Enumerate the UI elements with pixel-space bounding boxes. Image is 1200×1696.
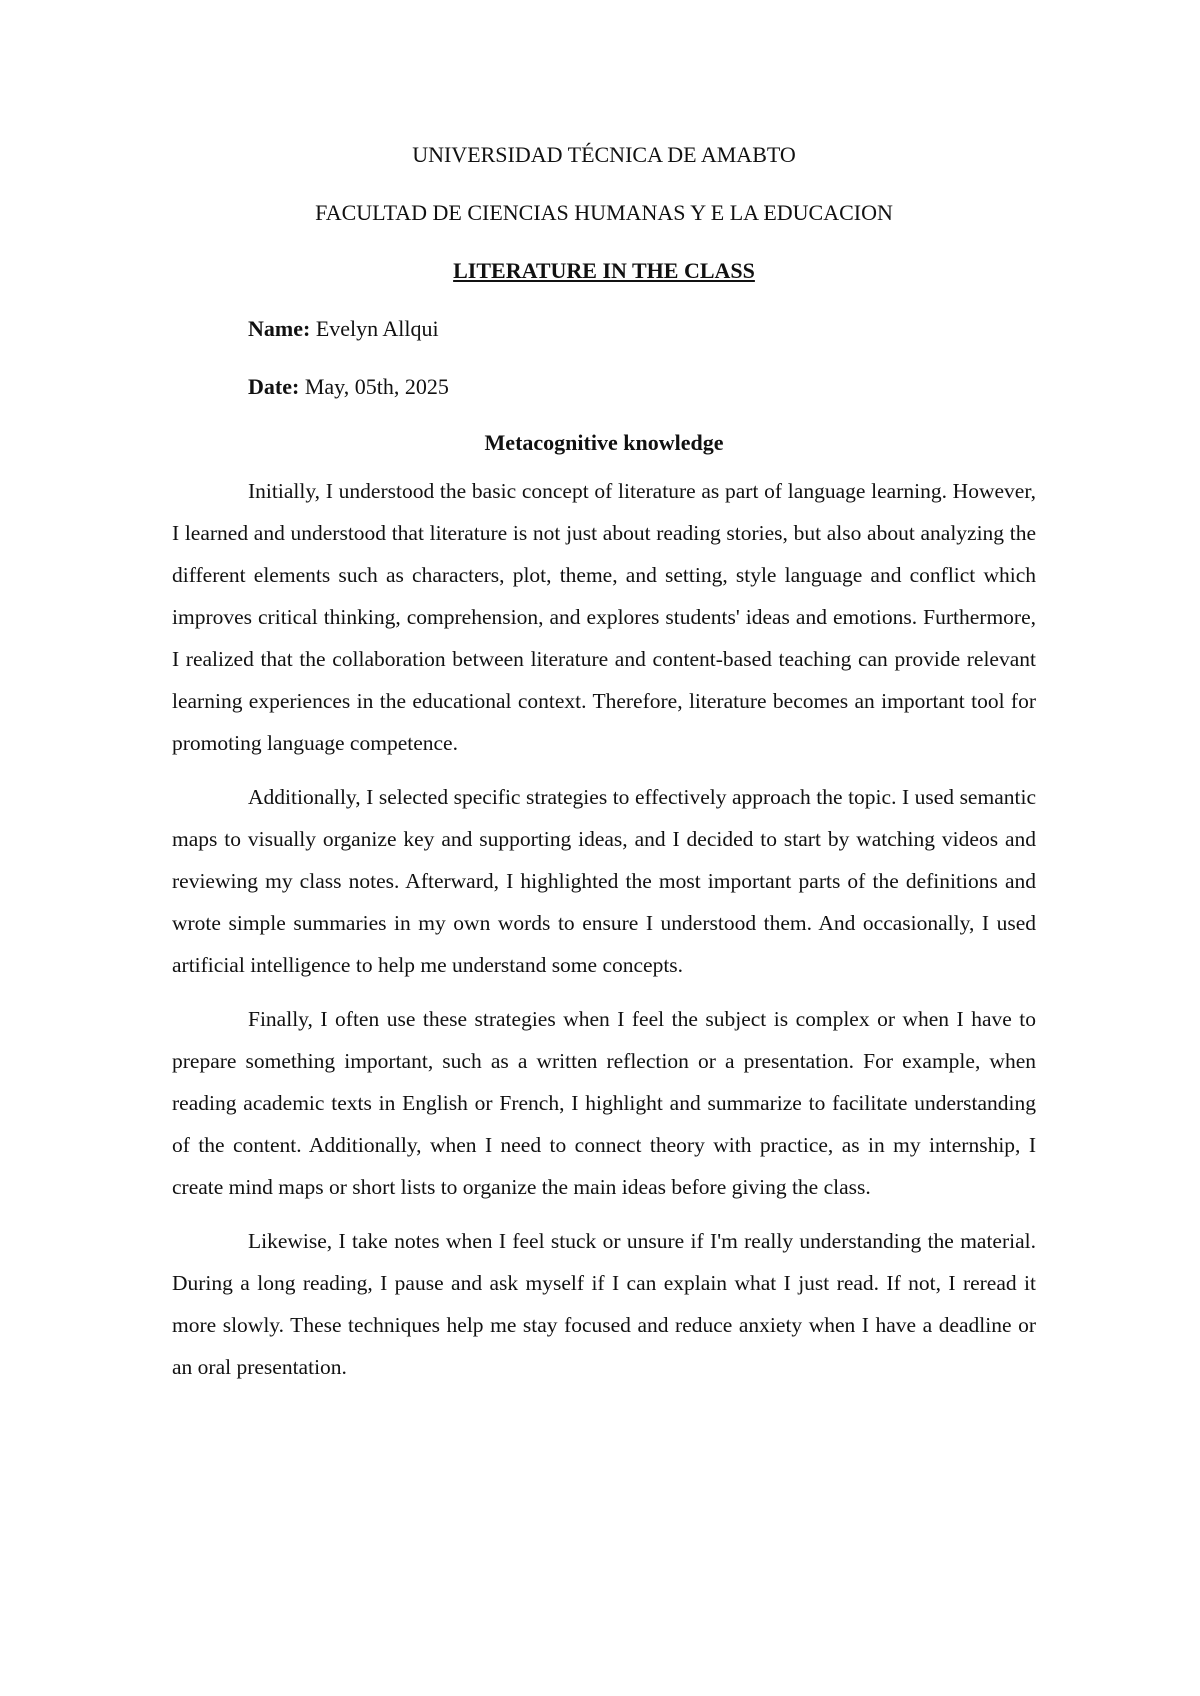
date-value: May, 05th, 2025	[299, 374, 449, 399]
university-heading: UNIVERSIDAD TÉCNICA DE AMABTO	[412, 142, 796, 167]
name-label: Name:	[248, 316, 311, 341]
date-line	[172, 372, 1036, 402]
paragraph: Likewise, I take notes when I feel stuck or unsure if I'm really understanding the material. During a long reading, I pause and ask myself if I can explain what I just read. If not, I reread it more slowly. These techniques help me stay focused and reduce anxiety when I have a deadline or an oral presentation.	[172, 1229, 1036, 1379]
paragraph: Initially, I understood the basic concept of literature as part of language learning. However, I learned and understood that literature is not just about reading stories, but also about analyzing the different elements such as characters, plot, theme, and setting, style language and conflict which improves critical thinking, comprehension, and explores students' ideas and emotions. Furthermore, I realized that the collaboration between literature and content-based teaching can provide relevant learning experiences in the educational context. Therefore, literature becomes an important tool for promoting language competence.	[172, 479, 1036, 755]
name-line	[172, 314, 1036, 344]
paragraph: Additionally, I selected specific strategies to effectively approach the topic. I used semantic maps to visually organize key and supporting ideas, and I decided to start by watching videos and reviewing my class notes. Afterward, I highlighted the most important parts of the definitions and wrote simple summaries in my own words to ensure I understood them. And occasionally, I used artificial intelligence to help me understand some concepts.	[172, 785, 1036, 977]
paragraph: Finally, I often use these strategies when I feel the subject is complex or when I have to prepare something important, such as a written reflection or a presentation. For example, when reading academic texts in English or French, I highlight and summarize to facilitate understanding of the content. Additionally, when I need to connect theory with practice, as in my internship, I create mind maps or short lists to organize the main ideas before giving the class.	[172, 1007, 1036, 1199]
date-label: Date:	[248, 374, 300, 399]
name-value: Evelyn Allqui	[310, 316, 439, 341]
section-title: Metacognitive knowledge	[484, 430, 724, 455]
course-title: LITERATURE IN THE CLASS	[453, 258, 755, 283]
faculty-heading: FACULTAD DE CIENCIAS HUMANAS Y E LA EDUCACION	[315, 200, 893, 225]
document-body	[172, 140, 1036, 1388]
